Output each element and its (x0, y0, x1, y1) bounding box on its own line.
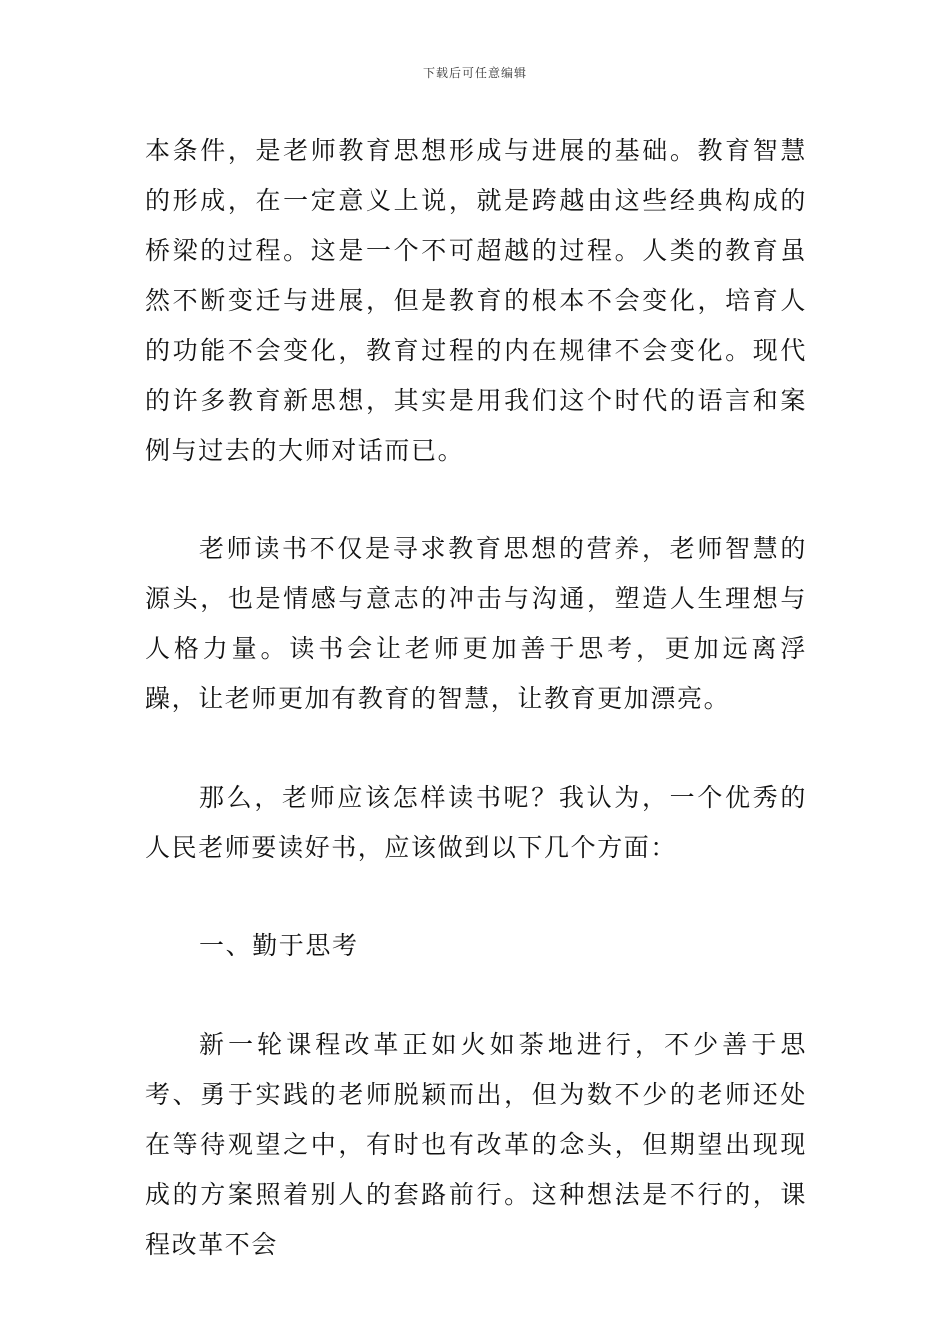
paragraph-continuation: 本条件，是老师教育思想形成与进展的基础。教育智慧的形成，在一定意义上说，就是跨越由这些经典构成的桥梁的过程。这是一个不可超越的过程。人类的教育虽然不断变迁与进展，但是教育的根本不会变化，培育人的功能不会变化，教育过程的内在规律不会变化。现代的许多教育新思想，其实是用我们这个时代的语言和案例与过去的大师对话而已。 (145, 136, 807, 465)
page-header: 下载后可任意编辑 (422, 66, 527, 80)
paragraph-how-to-read: 那么，老师应该怎样读书呢？我认为，一个优秀的人民老师要读好书，应该做到以下几个方面： (145, 783, 807, 862)
paragraph-curriculum-reform: 新一轮课程改革正如火如荼地进行，不少善于思考、勇于实践的老师脱颖而出，但为数不少的老师还处在等待观望之中，有时也有改革的念头，但期望出现现成的方案照着别人的套路前行。这种想法是不行的，课程改革不会 (145, 1030, 807, 1259)
section-heading: 一、勤于思考 (199, 931, 359, 960)
paragraph-teacher-reading: 老师读书不仅是寻求教育思想的营养，老师智慧的源头，也是情感与意志的冲击与沟通，塑造人生理想与人格力量。读书会让老师更加善于思考，更加远离浮躁，让老师更加有教育的智慧，让教育更加漂亮。 (145, 534, 807, 713)
